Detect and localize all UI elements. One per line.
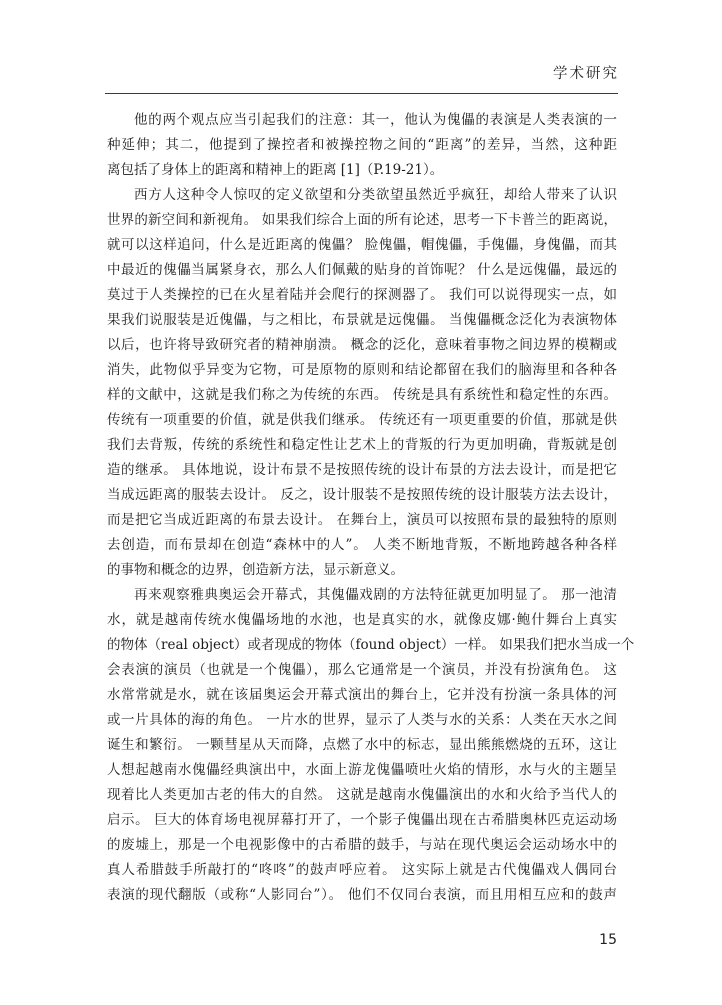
page-number: 15 <box>599 932 617 948</box>
text-line: 就可以这样追问，什么是近距离的傀儡？ 脸傀儡，帽傀儡，手傀儡，身傀儡，而其 <box>107 237 617 253</box>
text-line: 世界的新空间和新视角。 如果我们综合上面的所有论述，思考一下卡普兰的距离说， <box>107 212 617 228</box>
text-line: 现着比人类更加古老的伟大的自然。 这就是越南水傀儡演出的水和火给予当代人的 <box>107 787 617 803</box>
text-line: 造的继承。 具体地说，设计布景不是按照传统的设计布景的方法去设计，而是把它 <box>107 462 617 478</box>
text-line: 以后，也许将导致研究者的精神崩溃。 概念的泛化，意味着事物之间边界的模糊或 <box>107 337 617 353</box>
text-line: 的事物和概念的边界，创造新方法，显示新意义。 <box>107 562 404 578</box>
section-title: 学术研究 <box>553 66 619 82</box>
text-line: 再来观察雅典奥运会开幕式，其傀儡戏剧的方法特征就更加明显了。 那一池清 <box>134 587 617 603</box>
text-line: 果我们说服装是近傀儡，与之相比，布景就是远傀儡。 当傀儡概念泛化为表演物体 <box>107 312 617 328</box>
text-line: 莫过于人类操控的已在火星着陆并会爬行的探测器了。 我们可以说得现实一点，如 <box>107 287 617 303</box>
text-line: 水常常就是水，就在该届奥运会开幕式演出的舞台上，它并没有扮演一条具体的河 <box>107 687 617 703</box>
paragraph <box>107 108 617 183</box>
text-line: 水，就是越南传统水傀儡场地的水池，也是真实的水，就像皮娜·鲍什舞台上真实 <box>107 612 617 628</box>
text-line: 消失，此物似乎异变为它物，可是原物的原则和结论都留在我们的脑海里和各种各 <box>107 362 617 378</box>
text-line: 而是把它当成近距离的布景去设计。 在舞台上，演员可以按照布景的最独特的原则 <box>107 512 617 528</box>
running-header <box>553 64 619 84</box>
text-line: 诞生和繁衍。 一颗彗星从天而降，点燃了水中的标志，显出熊熊燃烧的五环，这让 <box>107 737 617 753</box>
body-text <box>107 108 635 908</box>
text-line: 西方人这种令人惊叹的定义欲望和分类欲望虽然近乎疯狂，却给人带来了认识 <box>134 187 617 203</box>
text-line: 中最近的傀儡当属紧身衣，那么人们佩戴的贴身的首饰呢？ 什么是远傀儡，最远的 <box>107 262 617 278</box>
text-line: 当成远距离的服装去设计。 反之，设计服装不是按照传统的设计服装方法去设计， <box>107 487 617 503</box>
text-line: 人想起越南水傀儡经典演出中，水面上游龙傀儡喷吐火焰的情形，水与火的主题呈 <box>107 762 617 778</box>
text-line: 种延伸；其二，他提到了操控者和被操控物之间的“距离”的差异，当然，这种距 <box>107 137 617 153</box>
text-line: 他的两个观点应当引起我们的注意：其一，他认为傀儡的表演是人类表演的一 <box>134 112 617 128</box>
text-line: 的物体（real object）或者现成的物体（found object）一样。 如果我们把水当成一个 <box>107 637 635 653</box>
text-line: 样的文献中，这就是我们称之为传统的东西。 传统是具有系统性和稳定性的东西。 <box>107 387 617 403</box>
paragraph <box>107 583 635 908</box>
header-rule <box>105 93 618 94</box>
text-line: 会表演的演员（也就是一个傀儡），那么它通常是一个演员，并没有扮演角色。 这 <box>107 662 617 678</box>
text-line: 去创造，而布景却在创造“森林中的人”。 人类不断地背叛，不断地跨越各种各样 <box>107 537 617 553</box>
text-line: 我们去背叛，传统的系统性和稳定性让艺术上的背叛的行为更加明确，背叛就是创 <box>107 437 617 453</box>
text-line: 或一片具体的海的角色。 一片水的世界，显示了人类与水的关系：人类在天水之间 <box>107 712 617 728</box>
text-line: 离包括了身体上的距离和精神上的距离 [1]（P.19-21）。 <box>107 162 444 178</box>
text-line: 表演的现代翻版（或称“人影同台”）。 他们不仅同台表演，而且用相互应和的鼓声 <box>107 887 617 903</box>
text-line: 传统有一项重要的价值，就是供我们继承。 传统还有一项更重要的价值，那就是供 <box>107 412 617 428</box>
text-line: 真人希腊鼓手所敲打的“咚咚”的鼓声呼应着。 这实际上就是古代傀儡戏人偶同台 <box>107 862 617 878</box>
text-line: 的废墟上，那是一个电视影像中的古希腊的鼓手，与站在现代奥运会运动场水中的 <box>107 837 617 853</box>
text-line: 启示。 巨大的体育场电视屏幕打开了，一个影子傀儡出现在古希腊奥林匹克运动场 <box>107 812 617 828</box>
paragraph <box>107 183 617 583</box>
